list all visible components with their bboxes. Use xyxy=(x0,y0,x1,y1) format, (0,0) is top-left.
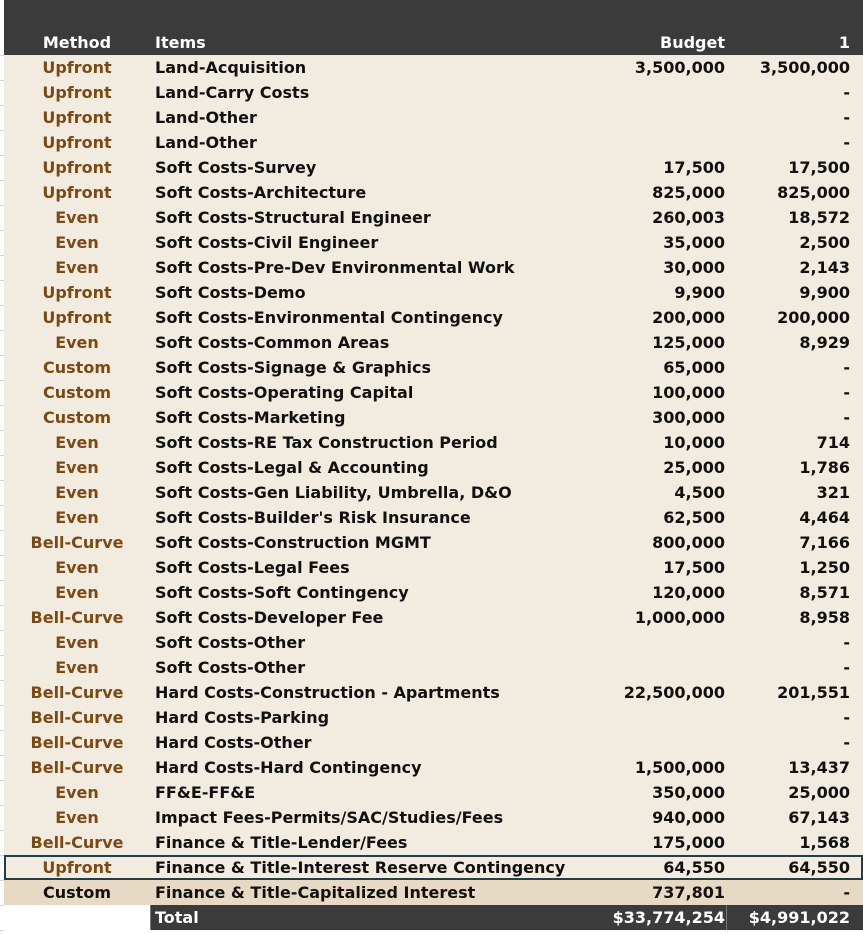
budget-cell[interactable]: 300,000 xyxy=(652,408,725,427)
gridline xyxy=(0,830,4,831)
table-row xyxy=(4,380,863,405)
period-1-cell[interactable]: - xyxy=(843,383,850,402)
period-1-cell[interactable]: 2,143 xyxy=(799,258,850,277)
table-row xyxy=(4,680,863,705)
period-1-cell[interactable]: 201,551 xyxy=(777,683,850,702)
period-1-cell[interactable]: 825,000 xyxy=(777,183,850,202)
period-1-cell[interactable]: 3,500,000 xyxy=(759,58,850,77)
gridline xyxy=(0,780,4,781)
budget-cell[interactable] xyxy=(544,130,725,155)
method-cell[interactable]: Even xyxy=(55,233,99,252)
budget-cell[interactable]: 4,500 xyxy=(674,483,725,502)
method-cell[interactable]: Even xyxy=(55,783,99,802)
gridline xyxy=(0,130,4,131)
budget-cell[interactable]: 10,000 xyxy=(663,433,725,452)
method-cell[interactable]: Even xyxy=(55,583,99,602)
item-cell[interactable]: Land-Acquisition xyxy=(155,58,307,77)
gridline xyxy=(0,655,4,656)
budget-cell[interactable]: 125,000 xyxy=(652,333,725,352)
item-cell[interactable]: Finance & Title-Capitalized Interest xyxy=(155,883,476,902)
budget-cell[interactable] xyxy=(544,730,725,755)
item-cell[interactable]: Finance & Title-Lender/Fees xyxy=(155,833,408,852)
period-1-cell[interactable]: - xyxy=(843,658,850,677)
method-cell[interactable]: Bell-Curve xyxy=(30,533,124,552)
method-cell[interactable]: Even xyxy=(55,258,99,277)
method-cell[interactable]: Upfront xyxy=(42,133,112,152)
item-cell[interactable]: Soft Costs-Builder's Risk Insurance xyxy=(155,508,471,527)
gridline xyxy=(0,355,4,356)
item-cell[interactable]: Soft Costs-Operating Capital xyxy=(155,383,414,402)
table-row xyxy=(4,255,863,280)
method-cell[interactable]: Upfront xyxy=(42,108,112,127)
item-cell[interactable]: Soft Costs-Pre-Dev Environmental Work xyxy=(155,258,515,277)
item-cell[interactable]: Soft Costs-Gen Liability, Umbrella, D&O xyxy=(155,483,512,502)
table-row xyxy=(4,880,863,905)
table-row xyxy=(4,305,863,330)
budget-cell[interactable]: 825,000 xyxy=(652,183,725,202)
budget-cell[interactable]: 22,500,000 xyxy=(623,683,725,702)
period-1-cell[interactable]: - xyxy=(843,733,850,752)
budget-cell[interactable]: 65,000 xyxy=(663,358,725,377)
period-1-cell[interactable]: 200,000 xyxy=(777,308,850,327)
table-row xyxy=(4,330,863,355)
gridline xyxy=(0,505,4,506)
gridline xyxy=(0,755,4,756)
table-row xyxy=(4,780,863,805)
gridline xyxy=(0,605,4,606)
header-method[interactable]: Method xyxy=(42,33,112,52)
period-1-cell[interactable]: 714 xyxy=(816,433,850,452)
header-period-1[interactable]: 1 xyxy=(838,33,850,52)
gridline xyxy=(0,880,4,881)
budget-cell[interactable]: 200,000 xyxy=(652,308,725,327)
period-1-cell[interactable]: 18,572 xyxy=(788,208,850,227)
gridline xyxy=(0,805,4,806)
item-cell[interactable]: Soft Costs-Marketing xyxy=(155,408,346,427)
budget-cell[interactable]: 940,000 xyxy=(652,808,725,827)
gridline xyxy=(0,455,4,456)
gridline xyxy=(0,530,4,531)
gridline xyxy=(0,155,4,156)
table-row xyxy=(4,230,863,255)
budget-cell[interactable] xyxy=(544,105,725,130)
table-row xyxy=(4,530,863,555)
method-cell[interactable]: Custom xyxy=(43,358,111,377)
item-cell[interactable]: Soft Costs-Legal & Accounting xyxy=(155,458,429,477)
method-cell[interactable]: Even xyxy=(55,458,99,477)
table-row xyxy=(4,455,863,480)
total-row xyxy=(4,905,863,930)
table-row xyxy=(4,105,863,130)
period-1-cell[interactable]: 9,900 xyxy=(799,283,850,302)
period-1-cell[interactable]: - xyxy=(843,633,850,652)
item-cell[interactable]: Soft Costs-Signage & Graphics xyxy=(155,358,431,377)
budget-cell[interactable]: 350,000 xyxy=(652,783,725,802)
table-row xyxy=(4,855,863,880)
budget-cell[interactable] xyxy=(544,705,725,730)
gridline xyxy=(0,580,4,581)
total-budget[interactable]: $33,774,254 xyxy=(612,908,725,927)
gridline xyxy=(0,105,4,106)
method-cell[interactable]: Bell-Curve xyxy=(30,733,124,752)
item-cell[interactable]: Finance & Title-Interest Reserve Contingency xyxy=(155,858,566,877)
item-cell[interactable]: Soft Costs-Survey xyxy=(155,158,317,177)
method-cell[interactable]: Bell-Curve xyxy=(30,833,124,852)
method-cell[interactable]: Even xyxy=(55,333,99,352)
table-row xyxy=(4,830,863,855)
gridline xyxy=(0,930,4,931)
table-row xyxy=(4,805,863,830)
gridline xyxy=(0,905,4,906)
budget-cell[interactable]: 737,801 xyxy=(652,883,725,902)
method-cell[interactable]: Even xyxy=(55,508,99,527)
period-1-cell[interactable]: - xyxy=(843,358,850,377)
budget-cell[interactable]: 100,000 xyxy=(652,383,725,402)
method-cell[interactable]: Even xyxy=(55,433,99,452)
method-cell[interactable]: Upfront xyxy=(42,283,112,302)
method-cell[interactable]: Even xyxy=(55,208,99,227)
period-1-cell[interactable]: - xyxy=(843,408,850,427)
budget-cell[interactable]: 64,550 xyxy=(663,858,725,877)
budget-cell[interactable]: 120,000 xyxy=(652,583,725,602)
period-1-cell[interactable]: 1,786 xyxy=(799,458,850,477)
total-period-1[interactable]: $4,991,022 xyxy=(748,908,850,927)
period-1-cell[interactable]: 2,500 xyxy=(799,233,850,252)
budget-cell[interactable]: 17,500 xyxy=(663,558,725,577)
period-1-cell[interactable]: 25,000 xyxy=(788,783,850,802)
item-cell[interactable]: Land-Other xyxy=(155,133,257,152)
period-1-cell[interactable]: 7,166 xyxy=(799,533,850,552)
table-row xyxy=(4,130,863,155)
budget-cell[interactable]: 1,500,000 xyxy=(634,758,725,777)
item-cell[interactable]: Soft Costs-Other xyxy=(155,633,306,652)
item-cell[interactable]: Soft Costs-Soft Contingency xyxy=(155,583,409,602)
period-1-cell[interactable]: - xyxy=(843,708,850,727)
gridline xyxy=(0,430,4,431)
budget-cell[interactable]: 3,500,000 xyxy=(634,58,725,77)
table-row xyxy=(4,55,863,80)
item-cell[interactable]: Soft Costs-Legal Fees xyxy=(155,558,350,577)
table-row xyxy=(4,80,863,105)
gridline xyxy=(0,630,4,631)
item-cell[interactable]: Soft Costs-Construction MGMT xyxy=(155,533,431,552)
period-1-cell[interactable]: 67,143 xyxy=(788,808,850,827)
item-cell[interactable]: Land-Other xyxy=(155,108,257,127)
method-cell[interactable]: Upfront xyxy=(42,83,112,102)
period-1-cell[interactable]: 1,568 xyxy=(799,833,850,852)
gridline xyxy=(0,705,4,706)
gridline xyxy=(0,555,4,556)
period-1-cell[interactable]: - xyxy=(843,133,850,152)
item-cell[interactable]: Soft Costs-Environmental Contingency xyxy=(155,308,503,327)
budget-cell[interactable]: 260,003 xyxy=(652,208,725,227)
gridline xyxy=(0,305,4,306)
method-cell[interactable]: Bell-Curve xyxy=(30,758,124,777)
table-row xyxy=(4,505,863,530)
period-1-cell[interactable]: 321 xyxy=(816,483,850,502)
table-row xyxy=(4,180,863,205)
period-1-cell[interactable]: 17,500 xyxy=(788,158,850,177)
budget-cell[interactable]: 35,000 xyxy=(663,233,725,252)
table-row xyxy=(4,655,863,680)
table-row xyxy=(4,605,863,630)
budget-cell[interactable]: 800,000 xyxy=(652,533,725,552)
item-cell[interactable]: Soft Costs-Demo xyxy=(155,283,306,302)
budget-cell[interactable]: 175,000 xyxy=(652,833,725,852)
table-row xyxy=(4,755,863,780)
table-row xyxy=(4,155,863,180)
item-cell[interactable]: Hard Costs-Parking xyxy=(155,708,330,727)
gridline xyxy=(0,680,4,681)
method-cell[interactable]: Upfront xyxy=(42,308,112,327)
table-row xyxy=(4,580,863,605)
period-1-cell[interactable]: 8,571 xyxy=(799,583,850,602)
period-1-cell[interactable]: 4,464 xyxy=(799,508,850,527)
gridline xyxy=(0,80,4,81)
method-cell[interactable]: Custom xyxy=(43,883,111,902)
method-cell[interactable]: Upfront xyxy=(42,858,112,877)
method-cell[interactable]: Even xyxy=(55,483,99,502)
method-cell[interactable]: Bell-Curve xyxy=(30,683,124,702)
method-cell[interactable]: Upfront xyxy=(42,58,112,77)
item-cell[interactable]: Soft Costs-Common Areas xyxy=(155,333,390,352)
table-row xyxy=(4,705,863,730)
total-cell-divider xyxy=(150,905,151,930)
total-blank-cell[interactable] xyxy=(4,905,150,930)
item-cell[interactable]: Soft Costs-Structural Engineer xyxy=(155,208,431,227)
item-cell[interactable]: Soft Costs-RE Tax Construction Period xyxy=(155,433,498,452)
method-cell[interactable]: Even xyxy=(55,633,99,652)
table-row xyxy=(4,280,863,305)
gridline xyxy=(0,855,4,856)
item-cell[interactable]: Soft Costs-Other xyxy=(155,658,306,677)
gridline xyxy=(0,405,4,406)
budget-cell[interactable]: 30,000 xyxy=(663,258,725,277)
gridline xyxy=(0,330,4,331)
method-cell[interactable]: Upfront xyxy=(42,183,112,202)
item-cell[interactable]: Hard Costs-Other xyxy=(155,733,312,752)
method-cell[interactable]: Even xyxy=(55,558,99,577)
total-label[interactable]: Total xyxy=(155,908,199,927)
gridline xyxy=(0,205,4,206)
item-cell[interactable]: FF&E-FF&E xyxy=(155,783,256,802)
gridline xyxy=(0,180,4,181)
gridline xyxy=(0,55,4,56)
period-1-cell[interactable]: 8,929 xyxy=(799,333,850,352)
method-cell[interactable]: Custom xyxy=(43,383,111,402)
budget-cell[interactable]: 17,500 xyxy=(663,158,725,177)
period-1-cell[interactable]: - xyxy=(843,83,850,102)
period-1-cell[interactable]: 1,250 xyxy=(799,558,850,577)
item-cell[interactable]: Land-Carry Costs xyxy=(155,83,310,102)
budget-cell[interactable] xyxy=(544,80,725,105)
budget-cell[interactable]: 9,900 xyxy=(674,283,725,302)
budget-cell[interactable]: 62,500 xyxy=(663,508,725,527)
gridline xyxy=(0,255,4,256)
gridline xyxy=(0,730,4,731)
header-items[interactable]: Items xyxy=(155,33,206,52)
period-1-cell[interactable]: 64,550 xyxy=(788,858,850,877)
total-cell-divider xyxy=(726,905,727,930)
period-1-cell[interactable]: - xyxy=(843,108,850,127)
table-row xyxy=(4,480,863,505)
gridline xyxy=(0,230,4,231)
budget-cell[interactable] xyxy=(544,655,725,680)
table-row xyxy=(4,730,863,755)
header-budget[interactable]: Budget xyxy=(660,33,725,52)
period-1-cell[interactable]: 8,958 xyxy=(799,608,850,627)
method-cell[interactable]: Upfront xyxy=(42,158,112,177)
item-cell[interactable]: Hard Costs-Construction - Apartments xyxy=(155,683,500,702)
gridline xyxy=(0,480,4,481)
method-cell[interactable]: Bell-Curve xyxy=(30,708,124,727)
table-row xyxy=(4,205,863,230)
item-cell[interactable]: Soft Costs-Civil Engineer xyxy=(155,233,379,252)
table-row xyxy=(4,430,863,455)
table-row xyxy=(4,630,863,655)
item-cell[interactable]: Impact Fees-Permits/SAC/Studies/Fees xyxy=(155,808,504,827)
table-row xyxy=(4,405,863,430)
gridline xyxy=(0,280,4,281)
period-1-cell[interactable]: - xyxy=(843,883,850,902)
method-cell[interactable]: Bell-Curve xyxy=(30,608,124,627)
budget-cell[interactable]: 25,000 xyxy=(663,458,725,477)
period-1-cell[interactable]: 13,437 xyxy=(788,758,850,777)
gridline xyxy=(0,380,4,381)
item-cell[interactable]: Soft Costs-Architecture xyxy=(155,183,367,202)
item-cell[interactable]: Hard Costs-Hard Contingency xyxy=(155,758,422,777)
header-row xyxy=(4,30,863,55)
method-cell[interactable]: Even xyxy=(55,658,99,677)
item-cell[interactable]: Soft Costs-Developer Fee xyxy=(155,608,384,627)
table-row xyxy=(4,355,863,380)
method-cell[interactable]: Even xyxy=(55,808,99,827)
budget-cell[interactable]: 1,000,000 xyxy=(634,608,725,627)
method-cell[interactable]: Custom xyxy=(43,408,111,427)
sheet-top-band xyxy=(4,0,863,30)
table-row xyxy=(4,555,863,580)
budget-cell[interactable] xyxy=(544,630,725,655)
